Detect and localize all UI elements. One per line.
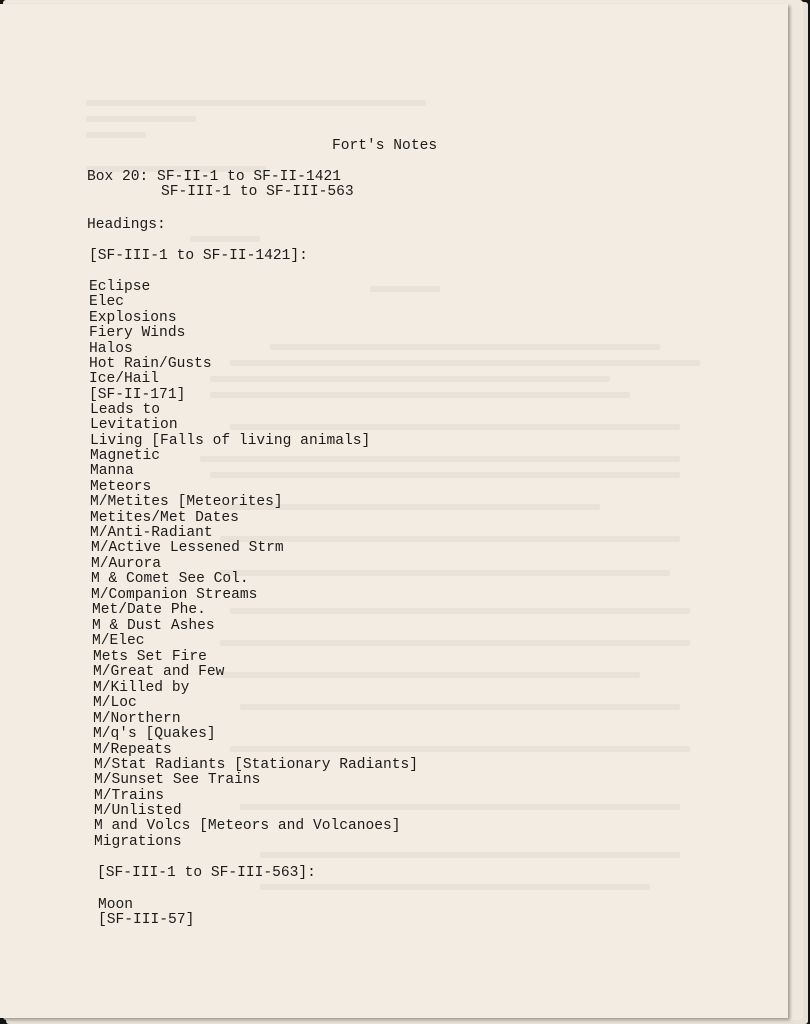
list-item: Met/Date Phe. [92,602,206,618]
list-item: M/Loc [93,695,137,711]
list-item: M/Killed by [93,680,190,696]
list-item: Mets Set Fire [93,649,207,665]
list-item: Manna [90,463,134,479]
list-item: M/Stat Radiants [Stationary Radiants] [94,757,419,773]
list-item: Magnetic [90,448,161,464]
list-item: M/Anti-Radiant [90,525,213,541]
list-item: M/Great and Few [93,664,225,680]
list-item: M/Elec [92,633,145,649]
list-item: Hot Rain/Gusts [89,356,212,372]
list-item: Living [Falls of living animals] [90,433,371,449]
list-item: M/q's [Quakes] [93,726,216,742]
box-line-1: Box 20: SF-II-1 to SF-II-1421 [87,169,341,185]
list-item: Fiery Winds [89,325,186,341]
list-item: Meteors [90,479,152,495]
list-item: Elec [89,294,125,310]
section-2-label: [SF-III-1 to SF-III-563]: [97,865,316,881]
list-item: Levitation [90,417,178,433]
list-item: M/Active Lessened Strm [91,540,284,556]
list-item: Ice/Hail [89,371,160,387]
headings-label: Headings: [87,217,166,233]
list-item: Explosions [89,310,177,326]
list-item: [SF-III-57] [98,912,195,928]
list-item: M/Unlisted [94,803,182,819]
list-item: Leads to [90,402,161,418]
list-item: Eclipse [89,279,151,295]
list-item: M/Northern [93,711,181,727]
list-item: M/Aurora [91,556,162,572]
section-1-label: [SF-III-1 to SF-II-1421]: [89,248,308,264]
list-item: M/Sunset See Trains [94,772,261,788]
list-item: Halos [89,341,133,357]
list-item: M/Companion Streams [91,587,258,603]
list-item: Metites/Met Dates [90,510,239,526]
list-item: M/Metites [Meteorites] [90,494,283,510]
page-title: Fort's Notes [332,138,438,154]
list-item: Migrations [94,834,182,850]
list-item: [SF-II-171] [89,387,186,403]
list-item: M/Repeats [93,742,172,758]
list-item: M & Comet See Col. [91,571,249,587]
list-item: Moon [98,897,134,913]
list-item: M and Volcs [Meteors and Volcanoes] [94,818,401,834]
document-page [0,4,788,1018]
list-item: M & Dust Ashes [92,618,215,634]
box-line-2: SF-III-1 to SF-III-563 [161,184,354,200]
list-item: M/Trains [94,788,165,804]
